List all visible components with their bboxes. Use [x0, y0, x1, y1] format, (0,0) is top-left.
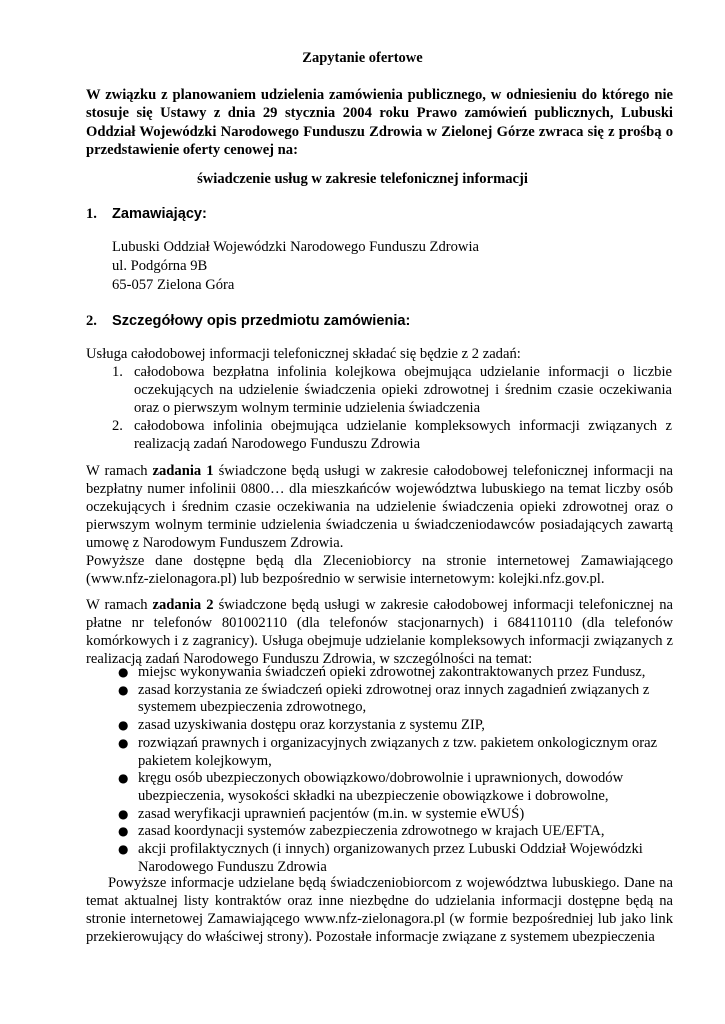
topic-text: kręgu osób ubezpieczonych obowiązkowo/dobrowolnie i uprawnionych, dowodów ubezpieczenia, wysokości składki na ubezpieczenie obowiązkowe i dobrowolne,: [138, 770, 624, 804]
bullet-icon: ●: [118, 682, 129, 697]
section-1-title: Zamawiający:: [112, 206, 207, 222]
topic-text: zasad koordynacji systemów zabezpieczenia zdrowotnego w krajach UE/EFTA,: [138, 823, 605, 840]
section-2-title: Szczegółowy opis przedmiotu zamówienia:: [112, 313, 411, 329]
task-1-label: zadania 1: [152, 463, 214, 479]
tasks-lead: Usługa całodobowej informacji telefonicznej składać się będzie z 2 zadań:: [86, 346, 521, 362]
task-text: całodobowa infolinia obejmująca udzielanie kompleksowych informacji związanych z realizacją zadań Narodowego Funduszu Zdrowia: [134, 418, 672, 452]
list-item: [118, 664, 673, 682]
list-item: [118, 806, 673, 824]
task-1-paragraph: [86, 462, 673, 588]
tasks-list: [112, 363, 672, 453]
task-2-paragraph: [86, 596, 673, 668]
bullet-icon: ●: [118, 806, 129, 821]
document-title: Zapytanie ofertowe: [302, 50, 423, 66]
bullet-icon: ●: [118, 718, 129, 733]
task-1-text: świadczone będą usługi w zakresie całodobowej telefonicznej informacji na bezpłatny numer infolinii 0800… dla mieszkańców województwa lubuskiego na temat liczby osób oczekujących i średnim czasie oczekiwania na udzielenie świadczenia opieki zdrowotnej oraz o pierwszym wolnym terminie udzielenia świadczenia u świadczeniodawców posiadających zawartą umowę z Narodowym Funduszem Zdrowia.: [86, 463, 673, 551]
topics-list: [118, 664, 673, 876]
section-2-number: 2.: [86, 313, 97, 329]
topic-text: rozwiązań prawnych i organizacyjnych związanych z tzw. pakietem onkologicznym oraz pakietem kolejkowym,: [138, 734, 658, 769]
list-item: [112, 417, 672, 453]
bullet-icon: ●: [118, 824, 129, 839]
topic-text: zasad korzystania ze świadczeń opieki zdrowotnej oraz innych zagadnień związanych z systemem ubezpieczenia zdrowotnego,: [138, 681, 650, 716]
topic-text: zasad weryfikacji uprawnień pacjentów (m.in. w systemie eWUŚ): [138, 805, 525, 822]
list-item: [118, 735, 673, 770]
task-2-label: zadania 2: [152, 597, 214, 613]
task-2-text: świadczone będą usługi w zakresie całodobowej informacji telefonicznej na płatne nr telefonów 801002110 (dla telefonów stacjonarnych) i 684110110 (dla telefonów komórkowych i z zagranicy). Usługa obejmuje udzielanie kompleksowych informacji związanych z realizacją zadań Narodowego Funduszu Zdrowia, w szczególności na temat:: [86, 597, 673, 667]
task-number: 1.: [112, 364, 123, 380]
task-text: całodobowa bezpłatna infolinia kolejkowa obejmująca udzielanie informacji o liczbie oczekujących na udzielenie świadczenia opieki zdrowotnej i średnim czasie oczekiwania oraz o pierwszym wolnym terminie udzielenia świadczenia: [134, 364, 672, 416]
closing-paragraph: Powyższe informacje udzielane będą świadczeniobiorcom z województwa lubuskiego. Dane na temat aktualnej listy kontraktów oraz inne niezbędne do udzielania informacji dostępne będą na stronie internetowej Zamawiającego www.nfz-zielonagora.pl (w formie bezpośredniej lub jako link przekierowujący do właściwej strony). Pozostałe informacje związane z systemem ubezpieczenia: [86, 875, 673, 945]
subject-line: świadczenie usług w zakresie telefonicznej informacji: [197, 171, 528, 187]
section-2-heading: [86, 313, 410, 330]
task-1-extra: Powyższe dane dostępne będą dla Zleceniobiorcy na stronie internetowej Zamawiającego (www.nfz-zielonagora.pl) lub bezpośrednio w serwisie internetowym: kolejki.nfz.gov.pl.: [86, 553, 673, 587]
list-item: [112, 363, 672, 417]
list-item: [118, 841, 673, 876]
task-2-pre: W ramach: [86, 597, 153, 613]
topic-text: miejsc wykonywania świadczeń opieki zdrowotnej zakontraktowanych przez Fundusz,: [138, 664, 646, 680]
bullet-icon: ●: [118, 771, 129, 786]
list-item: [118, 717, 673, 735]
section-1-number: 1.: [86, 206, 97, 222]
task-1-pre: W ramach: [86, 463, 153, 479]
list-item: [118, 682, 673, 717]
section-1-heading: [86, 206, 207, 223]
list-item: [118, 770, 673, 805]
address-line-2: ul. Podgórna 9B: [112, 258, 208, 274]
bullet-icon: ●: [118, 665, 129, 679]
address-line-3: 65-057 Zielona Góra: [112, 277, 235, 293]
address-line-1: Lubuski Oddział Wojewódzki Narodowego Funduszu Zdrowia: [112, 239, 479, 255]
intro-paragraph: W związku z planowaniem udzielenia zamówienia publicznego, w odniesieniu do którego nie stosuje się Ustawy z dnia 29 stycznia 2004 roku Prawo zamówień publicznych, Lubuski Oddział Wojewódzki Narodowego Funduszu Zdrowia w Zielonej Górze zwraca się z prośbą o przedstawienie oferty cenowej na:: [86, 87, 673, 158]
bullet-icon: ●: [118, 735, 129, 750]
topic-text: zasad uzyskiwania dostępu oraz korzystania z systemu ZIP,: [138, 717, 485, 734]
bullet-icon: ●: [118, 842, 129, 857]
contracting-authority-address: [112, 238, 479, 295]
list-item: [118, 823, 673, 841]
topic-text: akcji profilaktycznych (i innych) organizowanych przez Lubuski Oddział Wojewódzki Narodowego Funduszu Zdrowia: [138, 841, 643, 875]
task-number: 2.: [112, 418, 123, 434]
